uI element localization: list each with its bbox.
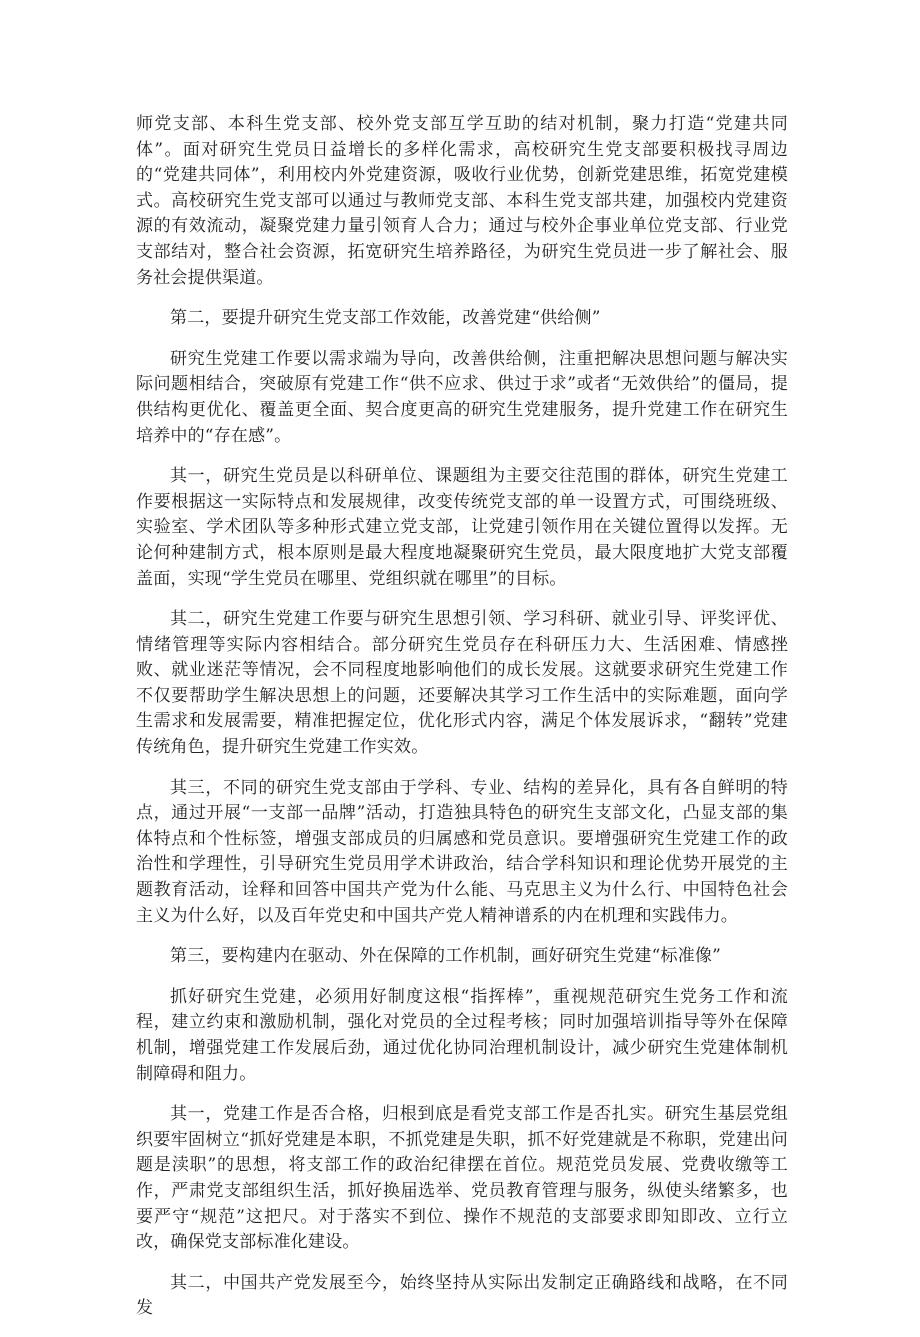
paragraph-point-one: 其一，研究生党员是以科研单位、课题组为主要交往范围的群体，研究生党建工作要根据这一实际特点和发展规律，改变传统党支部的单一设置方式，可围绕班级、实验室、学术团队等多种形式建立党支部，让党建引领作用在关键位置得以发挥。无论何种建制方式，根本原则是最大程度地凝聚研究生党员，最大限度地扩大党支部覆盖面，实现“学生党员在哪里、党组织就在哪里”的目标。	[136, 466, 788, 589]
section-heading-second: 第二，要提升研究生党支部工作效能，改善党建“供给侧”	[170, 308, 601, 329]
paragraph-point-three: 其三，不同的研究生党支部由于学科、专业、结构的差异化，具有各自鲜明的特点，通过开展“一支部一品牌”活动，打造独具特色的研究生支部文化，凸显支部的集体特点和个性标签，增强支部成员的归属感和党员意识。要增强研究生党建工作的政治性和学理性，引导研究生党员用学术讲政治，结合学科知识和理论优势开展党的主题教育活动，诠释和回答中国共产党为什么能、马克思主义为什么行、中国特色社会主义为什么好，以及百年党史和中国共产党人精神谱系的内在机理和实践伟力。	[136, 777, 788, 926]
paragraph-mechanism-point-two: 其二，中国共产党发展至今，始终坚持从实际出发制定正确路线和战略，在不同发	[136, 1272, 788, 1319]
document-page	[136, 112, 788, 1337]
paragraph-point-two: 其二，研究生党建工作要与研究生思想引领、学习科研、就业引导、评奖评优、情绪管理等实际内容相结合。部分研究生党员存在科研压力大、生活困难、情感挫败、就业迷茫等情况，会不同程度地影响他们的成长发展。这就要求研究生党建工作不仅要帮助学生解决思想上的问题，还要解决其学习工作生活中的实际难题，面向学生需求和发展需要，精准把握定位，优化形式内容，满足个体发展诉求，“翻转”党建传统角色，提升研究生党建工作实效。	[136, 609, 788, 758]
paragraph-mechanism: 抓好研究生党建，必须用好制度这根“指挥棒”，重视规范研究生党务工作和流程，建立约束和激励机制，强化对党员的全过程考核；同时加强培训指导等外在保障机制，增强党建工作发展后劲，通过优化协同治理机制设计，减少研究生党建体制机制障碍和阻力。	[136, 986, 788, 1084]
paragraph-supply-side: 研究生党建工作要以需求端为导向，改善供给侧，注重把解决思想问题与解决实际问题相结合，突破原有党建工作“供不应求、供过于求”或者“无效供给”的僵局，提供结构更优化、覆盖更全面、契合度更高的研究生党建服务，提升党建工作在研究生培养中的“存在感”。	[136, 348, 788, 446]
paragraph-continuation: 师党支部、本科生党支部、校外党支部互学互助的结对机制，聚力打造“党建共同体”。面对研究生党员日益增长的多样化需求，高校研究生党支部要积极找寻周边的“党建共同体”，利用校内外党建资源，吸收行业优势，创新党建思维，拓宽党建模式。高校研究生党支部可以通过与教师党支部、本科生党支部共建，加强校内党建资源的有效流动，凝聚党建力量引领育人合力；通过与校外企事业单位党支部、行业党支部结对，整合社会资源，拓宽研究生培养路径，为研究生党员进一步了解社会、服务社会提供渠道。	[136, 114, 788, 288]
paragraph-mechanism-point-one: 其一，党建工作是否合格，归根到底是看党支部工作是否扎实。研究生基层党组织要牢固树立“抓好党建是本职，不抓党建是失职，抓不好党建就是不称职，党建出问题是渎职”的思想，将支部工作的政治纪律摆在首位。规范党员发展、党费收缴等工作，严肃党支部组织生活，抓好换届选举、党员教育管理与服务，纵使头绪繁多，也要严守“规范”这把尺。对于落实不到位、操作不规范的支部要求即知即改、立行立改，确保党支部标准化建设。	[136, 1104, 788, 1253]
section-heading-third: 第三，要构建内在驱动、外在保障的工作机制，画好研究生党建“标准像”	[170, 946, 721, 967]
